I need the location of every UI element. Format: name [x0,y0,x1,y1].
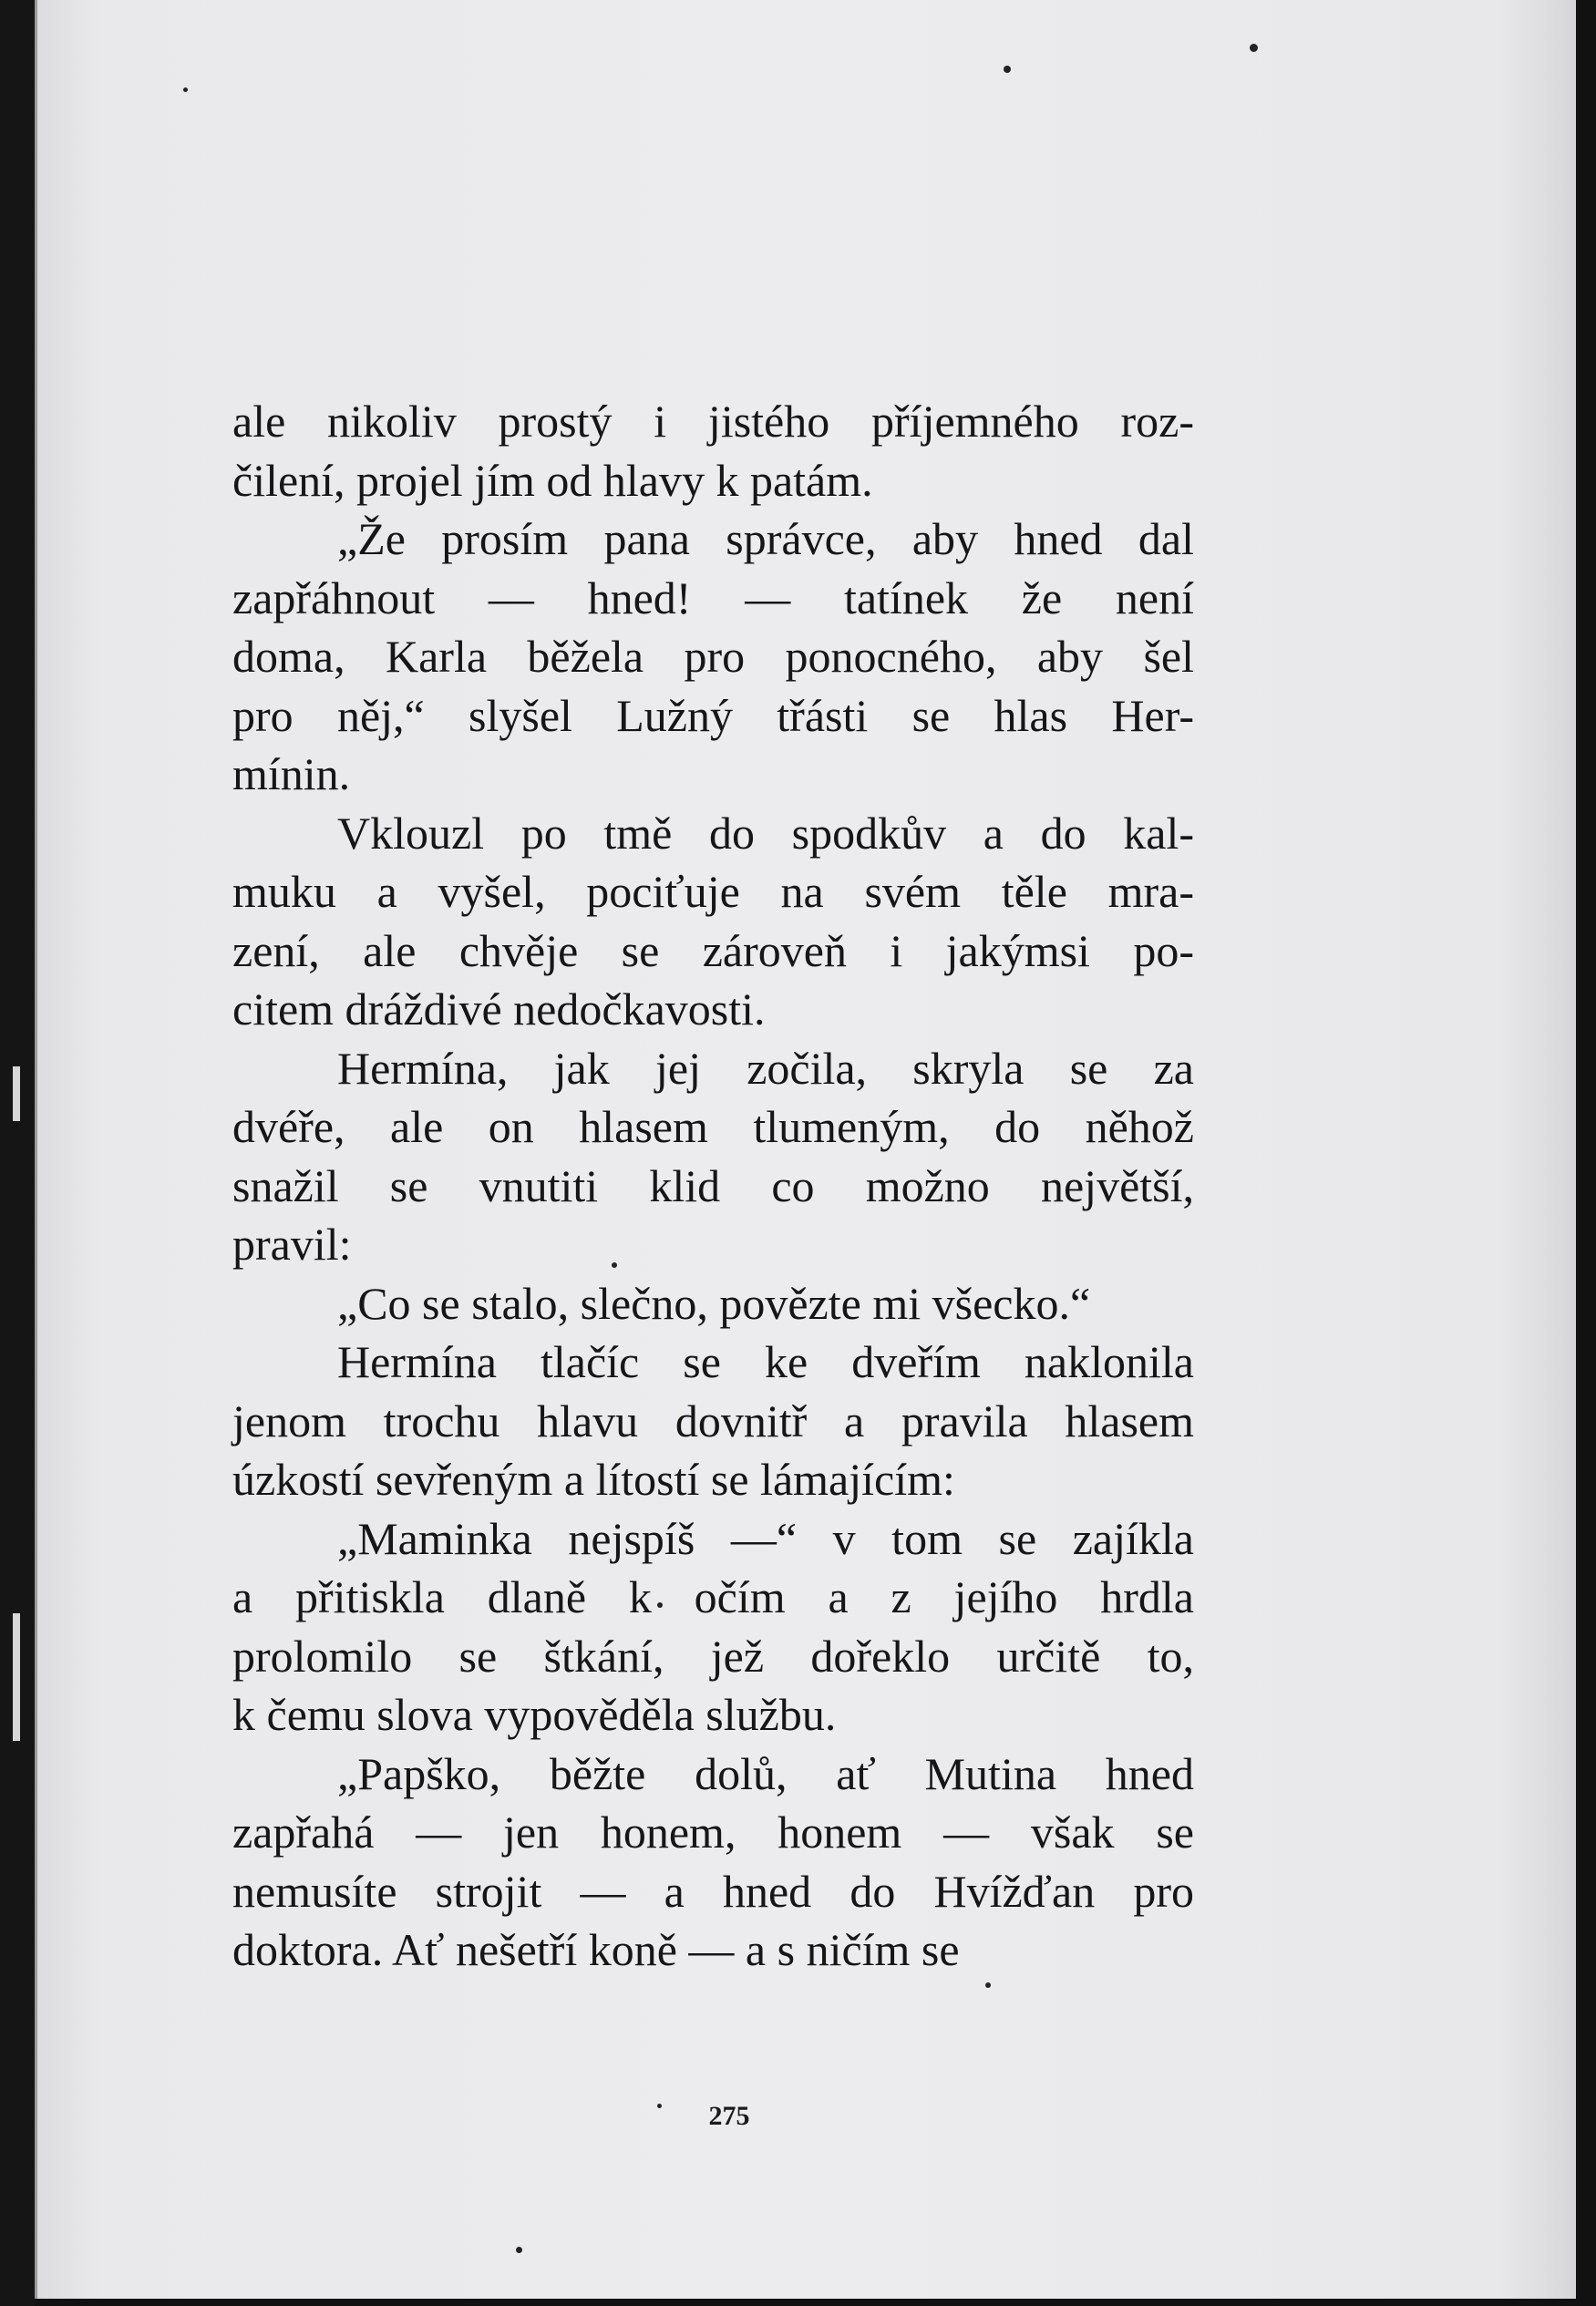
paragraph [232,1039,1194,1274]
text-line: citem dráždivé nedočkavosti. [232,983,766,1035]
text-line: dvéře, ale on hlasem tlumeným, do něhož [232,1101,1194,1152]
text-line: „Papško, běžte dolů, ať Mutina hned [337,1747,1194,1799]
text-line: čilení, projel jím od hlavy k patám. [232,454,873,506]
text-line: pravil: [232,1219,352,1270]
binding-edge [0,0,35,2306]
paragraph [232,1509,1194,1745]
paragraph [232,1274,1194,1333]
print-speck [516,2247,522,2253]
text-line: mínin. [232,748,351,799]
text-line: „Co se stalo, slečno, povězte mi všecko.“ [337,1277,1091,1329]
print-speck [183,88,188,92]
print-speck [985,1982,991,1988]
print-speck [1250,44,1258,52]
text-line: nemusíte strojit — a hned do Hvížďan pro [232,1865,1194,1917]
text-line: zení, ale chvěje se zároveň i jakýmsi po- [232,924,1194,976]
text-line: úzkostí sevřeným a lítostí se lámajícím: [232,1454,955,1505]
text-line: pro něj,“ slyšel Lužný třásti se hlas Her- [232,689,1194,741]
text-line: doktora. Ať nešetří koně — a s ničím se [232,1924,960,1975]
paragraph [232,510,1194,804]
text-line: muku a vyšel, pociťuje na svém těle mra- [232,866,1194,917]
page-number: 275 [708,2101,750,2131]
text-line: zapřahá — jen honem, honem — však se [232,1807,1194,1858]
text-line: ale nikoliv prostý i jistého příjemného roz- [232,396,1194,447]
text-line: „Maminka nejspíš —“ v tom se zajíkla [337,1512,1194,1564]
text-line: doma, Karla běžela pro ponocného, aby šel [232,631,1194,682]
paragraph [232,804,1194,1039]
text-line: snažil se vnutiti klid co možno největší, [232,1159,1194,1211]
paragraph [232,1745,1194,1980]
body-text [232,392,1194,1980]
print-speck [1004,66,1011,73]
print-speck [657,2104,662,2108]
text-line: Vklouzl po tmě do spodkův a do kal- [337,807,1194,859]
text-line: Hermína, jak jej zočila, skryla se za [337,1042,1194,1094]
text-line: jenom trochu hlavu dovnitř a pravila hlasem [232,1395,1194,1446]
paragraph [232,392,1194,510]
text-line: prolomilo se štkání, jež dořeklo určitě to, [232,1630,1194,1682]
text-line: a přitiskla dlaně k očím a z jejího hrdla [232,1571,1194,1622]
text-line: Hermína tlačíc se ke dveřím naklonila [337,1336,1194,1387]
binding-strip [13,1613,20,1741]
binding-strip [13,1066,20,1121]
text-line: zapřáhnout — hned! — tatínek že není [232,571,1194,623]
text-line: „Že prosím pana správce, aby hned dal [337,513,1194,564]
text-line: k čemu slova vypověděla službu. [232,1689,837,1740]
paragraph [232,1333,1194,1509]
